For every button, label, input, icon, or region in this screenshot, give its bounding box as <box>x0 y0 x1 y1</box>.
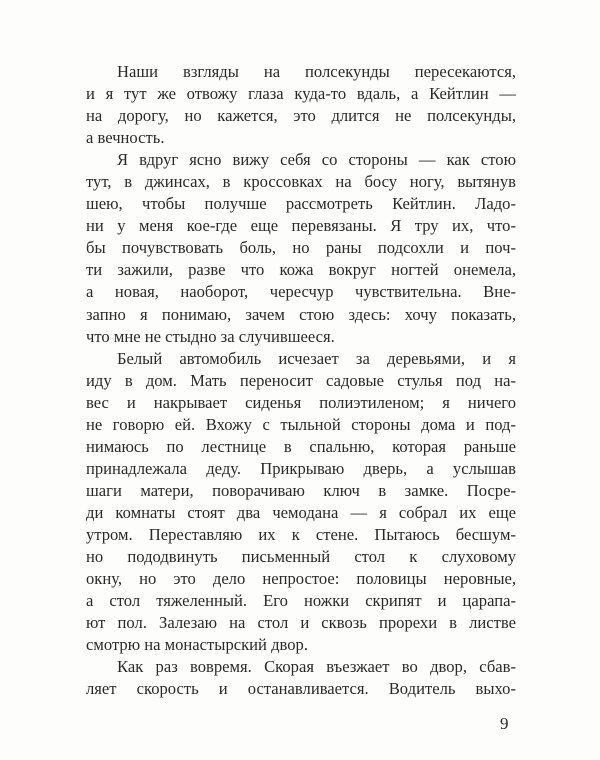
text-line: принадлежала деду. Прикрываю дверь, а услышав <box>86 458 516 478</box>
text-line: Я вдруг ясно вижу себя со стороны — как стою <box>117 150 516 170</box>
text-line: смотрю на монастырский двор. <box>86 635 308 655</box>
text-line: что мне не стыдно за случившееся. <box>86 326 335 346</box>
text-line: Белый автомобиль исчезает за деревьями, и я <box>117 348 516 368</box>
paragraph <box>86 348 516 657</box>
text-line: шею, чтобы получше рассмотреть Кейтлин. Ладо- <box>86 194 516 214</box>
body-text <box>86 61 516 700</box>
text-line: бы почувствовать боль, но раны подсохли и поч- <box>86 238 516 258</box>
text-line: вес и накрывает сиденья полиэтиленом; я ничего <box>86 392 516 412</box>
paragraph <box>86 149 516 347</box>
text-line: а новая, наоборот, чересчур чувствительна. Вне- <box>86 282 516 302</box>
text-line: а стол тяжеленный. Его ножки скрипят и царапа- <box>86 591 516 611</box>
text-line: Наши взгляды на полсекунды пересекаются, <box>117 62 516 81</box>
text-line: запно я понимаю, зачем стою здесь: хочу показать, <box>86 304 516 324</box>
text-line: иду в дом. Мать переносит садовые стулья под на- <box>86 370 516 390</box>
paragraph <box>86 656 516 700</box>
text-line: ляет скорость и останавливается. Водитель выхо- <box>86 679 516 699</box>
text-line: ни у меня кое-где еще перевязаны. Я тру их, что- <box>86 216 516 236</box>
text-line: утром. Переставляю их к стене. Пытаюсь бесшум- <box>86 524 516 544</box>
page-number: 9 <box>500 714 509 733</box>
text-line: а вечность. <box>86 128 165 148</box>
text-line: тут, в джинсах, в кроссовках на босу ногу, вытянув <box>86 172 516 192</box>
text-line: шаги матери, поворачиваю ключ в замке. Посре- <box>86 480 516 500</box>
text-line: ди комнаты стоят два чемодана — я собрал их еще <box>86 502 516 522</box>
text-line: ти зажили, разве что кожа вокруг ногтей онемела, <box>86 260 516 280</box>
text-line: на дорогу, но кажется, это длится не полсекунды, <box>86 106 516 126</box>
text-line: окну, но это дело непростое: половицы неровные, <box>86 569 516 589</box>
text-line: Как раз вовремя. Скорая въезжает во двор, сбав- <box>117 657 516 677</box>
text-line: но пододвинуть письменный стол к слуховому <box>86 547 516 567</box>
text-line: не говорю ей. Вхожу с тыльной стороны дома и под- <box>86 414 516 434</box>
text-line: и я тут же отвожу глаза куда-то вдаль, а Кейтлин — <box>86 84 516 104</box>
text-line: ют пол. Залезаю на стол и сквозь прорехи в листве <box>86 613 516 633</box>
text-line: нимаюсь по лестнице в спальню, которая раньше <box>86 436 516 456</box>
paragraph <box>86 61 516 149</box>
